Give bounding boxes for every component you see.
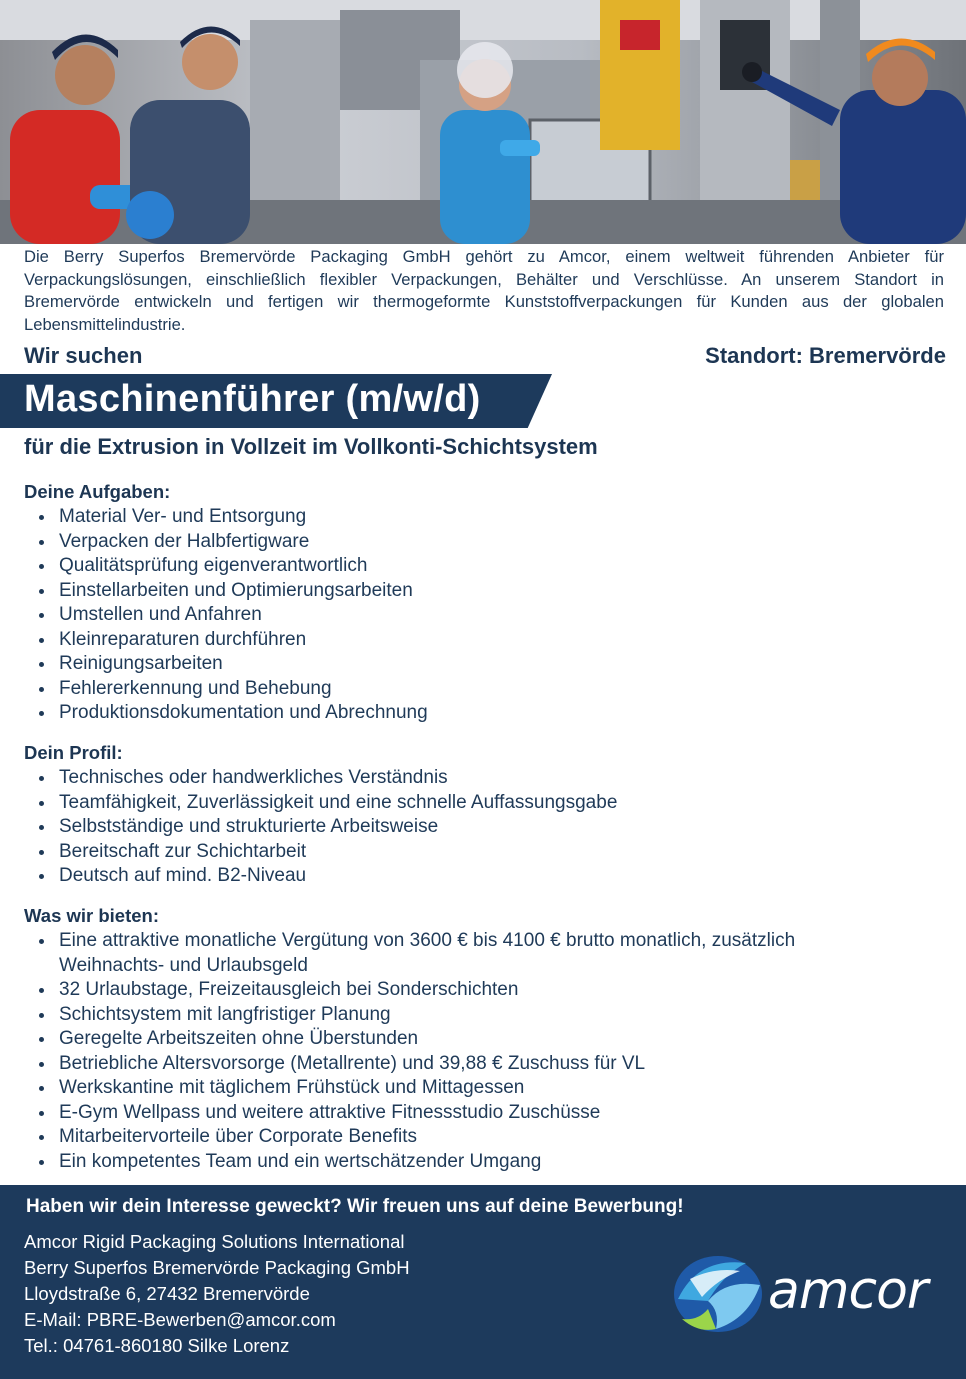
- list-item: Mitarbeitervorteile über Corporate Benefits: [59, 1125, 944, 1150]
- offer-list: [24, 929, 944, 1174]
- profile-heading: Dein Profil:: [24, 742, 123, 763]
- list-item: Reinigungsarbeiten: [59, 652, 944, 677]
- contact-company: Amcor Rigid Packaging Solutions International: [24, 1231, 405, 1252]
- list-item: E-Gym Wellpass und weitere attraktive Fitnessstudio Zuschüsse: [59, 1101, 944, 1126]
- amcor-wordmark: amcor: [768, 1261, 928, 1321]
- list-item: Fehlererkennung und Behebung: [59, 677, 944, 702]
- offer-section: [24, 904, 944, 1174]
- contact-block: [24, 1229, 410, 1359]
- contact-phone: Tel.: 04761-860180 Silke Lorenz: [24, 1335, 290, 1356]
- contact-email[interactable]: E-Mail: PBRE-Bewerben@amcor.com: [24, 1309, 336, 1330]
- list-item: Geregelte Arbeitszeiten ohne Überstunden: [59, 1027, 944, 1052]
- list-item: Ein kompetentes Team und ein wertschätzender Umgang: [59, 1150, 944, 1175]
- list-item: Deutsch auf mind. B2-Niveau: [59, 864, 944, 889]
- list-item: Selbstständige und strukturierte Arbeitsweise: [59, 815, 944, 840]
- list-item: Einstellarbeiten und Optimierungsarbeiten: [59, 579, 944, 604]
- list-item: Eine attraktive monatliche Vergütung von 3600 € bis 4100 € brutto monatlich, zusätzlich Weihnachts- und Urlaubsgeld: [59, 929, 889, 978]
- offer-heading: Was wir bieten:: [24, 905, 160, 926]
- footer: [0, 1185, 966, 1379]
- list-item: Umstellen und Anfahren: [59, 603, 944, 628]
- amcor-emblem-icon: [668, 1249, 768, 1339]
- footer-headline: Haben wir dein Interesse geweckt? Wir freuen uns auf deine Bewerbung!: [26, 1196, 684, 1217]
- amcor-logo: [668, 1249, 938, 1339]
- contact-subsidiary: Berry Superfos Bremervörde Packaging GmbH: [24, 1257, 410, 1278]
- tasks-list: [24, 505, 944, 726]
- tasks-section: [24, 480, 944, 726]
- list-item: Werkskantine mit täglichem Frühstück und Mittagessen: [59, 1076, 944, 1101]
- list-item: 32 Urlaubstage, Freizeitausgleich bei Sonderschichten: [59, 978, 944, 1003]
- list-item: Betriebliche Altersvorsorge (Metallrente) und 39,88 € Zuschuss für VL: [59, 1052, 944, 1077]
- list-item: Teamfähigkeit, Zuverlässigkeit und eine schnelle Auffassungsgabe: [59, 791, 944, 816]
- list-item: Bereitschaft zur Schichtarbeit: [59, 840, 944, 865]
- list-item: Material Ver- und Entsorgung: [59, 505, 944, 530]
- job-title: Maschinenführer (m/w/d): [24, 378, 481, 420]
- list-item: Produktionsdokumentation und Abrechnung: [59, 701, 944, 726]
- profile-section: [24, 741, 944, 889]
- job-subtitle: für die Extrusion in Vollzeit im Vollkonti-Schichtsystem: [24, 434, 598, 459]
- profile-list: [24, 766, 944, 889]
- contact-address: Lloydstraße 6, 27432 Bremervörde: [24, 1283, 310, 1304]
- list-item: Verpacken der Halbfertigware: [59, 530, 944, 555]
- list-item: Schichtsystem mit langfristiger Planung: [59, 1003, 944, 1028]
- list-item: Qualitätsprüfung eigenverantwortlich: [59, 554, 944, 579]
- header-photo: [0, 0, 966, 244]
- tasks-heading: Deine Aufgaben:: [24, 481, 171, 502]
- intro-paragraph: Die Berry Superfos Bremervörde Packaging GmbH gehört zu Amcor, einem weltweit führenden Anbieter für Verpackungslösungen, einschließlich flexibler Verpackungen, Behälter und Verschlüsse. An unserem Standort in Bremervörde entwickeln und fertigen wir thermogeformte Kunststoffverpackungen für Kunden aus der globalen Lebensmittelindustrie.: [24, 247, 944, 334]
- list-item: Kleinreparaturen durchführen: [59, 628, 944, 653]
- seek-label: Wir suchen: [24, 343, 143, 368]
- seek-row: [24, 343, 946, 371]
- location-label: Standort: Bremervörde: [705, 343, 946, 368]
- list-item: Technisches oder handwerkliches Verständnis: [59, 766, 944, 791]
